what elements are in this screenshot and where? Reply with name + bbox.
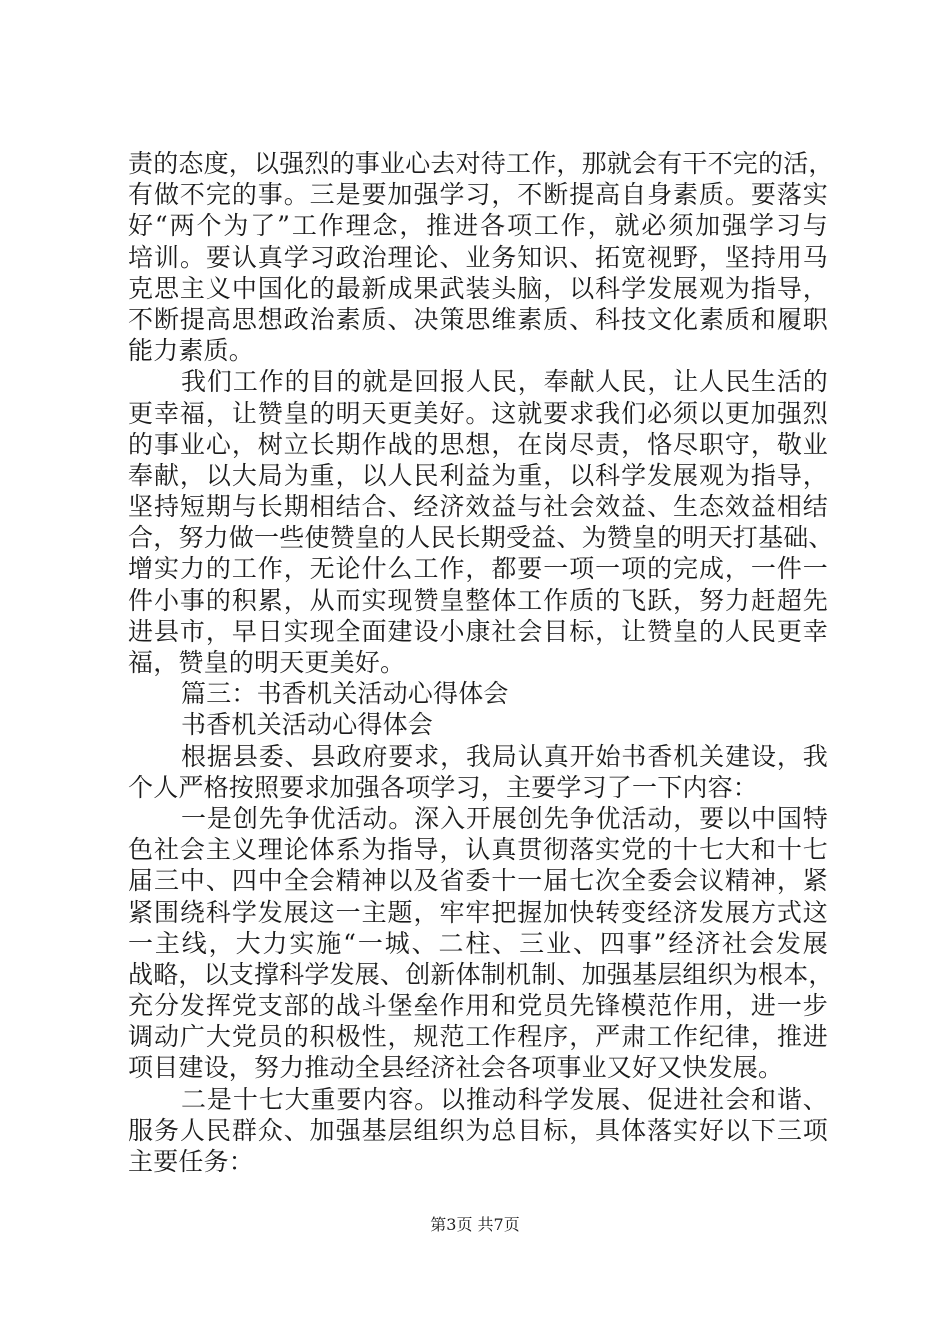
page-number: 第3页 共7页 (430, 1215, 520, 1234)
text-line: 根据县委、县政府要求，我局认真开始书香机关建设，我 (181, 741, 828, 771)
text-line: 色社会主义理论体系为指导，认真贯彻落实党的十七大和十七 (128, 835, 828, 865)
text-line: 紧围绕科学发展这一主题，牢牢把握加快转变经济发展方式这 (128, 897, 828, 927)
text-line: 服务人民群众、加强基层组织为总目标，具体落实好以下三项 (128, 1115, 828, 1145)
text-line: 一是创先争优活动。深入开展创先争优活动，要以中国特 (181, 803, 828, 833)
text-line: 我们工作的目的就是回报人民，奉献人民，让人民生活的 (181, 367, 828, 397)
section-heading: 篇三：书香机关活动心得体会 (181, 679, 509, 709)
text-line: 克思主义中国化的最新成果武装头脑，以科学发展观为指导， (128, 273, 828, 303)
text-line: 合，努力做一些使赞皇的人民长期受益、为赞皇的明天打基础、 (128, 523, 834, 553)
text-line: 届三中、四中全会精神以及省委十一届七次全委会议精神，紧 (128, 866, 828, 896)
text-line: 培训。要认真学习政治理论、业务知识、拓宽视野，坚持用马 (128, 242, 828, 272)
text-line: 能力素质。 (128, 336, 255, 366)
text-line: 二是十七大重要内容。以推动科学发展、促进社会和谐、 (181, 1084, 828, 1114)
document-body (128, 148, 834, 1177)
text-line: 奉献，以大局为重，以人民利益为重，以科学发展观为指导， (128, 460, 828, 490)
text-line: 的事业心，树立长期作战的思想，在岗尽责，恪尽职守，敬业 (128, 429, 828, 459)
text-line: 福，赞皇的明天更美好。 (128, 648, 406, 677)
text-line: 增实力的工作，无论什么工作，都要一项一项的完成，一件一 (128, 554, 828, 584)
text-line: 充分发挥党支部的战斗堡垒作用和党员先锋模范作用，进一步 (128, 991, 828, 1021)
text-line: 战略，以支撑科学发展、创新体制机制、加强基层组织为根本， (128, 959, 834, 989)
text-line: 坚持短期与长期相结合、经济效益与社会效益、生态效益相结 (128, 492, 828, 522)
text-line: 更幸福，让赞皇的明天更美好。这就要求我们必须以更加强烈 (128, 398, 828, 428)
text-line: 不断提高思想政治素质、决策思维素质、科技文化素质和履职 (128, 304, 828, 334)
text-line: 项目建设，努力推动全县经济社会各项事业又好又快发展。 (128, 1053, 784, 1083)
text-line: 主要任务： (128, 1147, 255, 1176)
text-line: 一主线，大力实施“一城、二柱、三业、四事”经济社会发展 (128, 928, 828, 958)
text-line: 件小事的积累，从而实现赞皇整体工作质的飞跃，努力赶超先 (128, 585, 828, 615)
text-line: 好“两个为了”工作理念，推进各项工作，就必须加强学习与 (128, 211, 828, 241)
text-line: 进县市，早日实现全面建设小康社会目标，让赞皇的人民更幸 (128, 616, 828, 646)
text-line: 个人严格按照要求加强各项学习，主要学习了一下内容： (128, 772, 759, 802)
text-line: 有做不完的事。三是要加强学习，不断提高自身素质。要落实 (128, 180, 828, 210)
text-line: 调动广大党员的积极性，规范工作程序，严肃工作纪律，推进 (128, 1022, 828, 1052)
text-line: 责的态度，以强烈的事业心去对待工作，那就会有干不完的活， (128, 149, 834, 178)
article-title: 书香机关活动心得体会 (181, 710, 434, 740)
